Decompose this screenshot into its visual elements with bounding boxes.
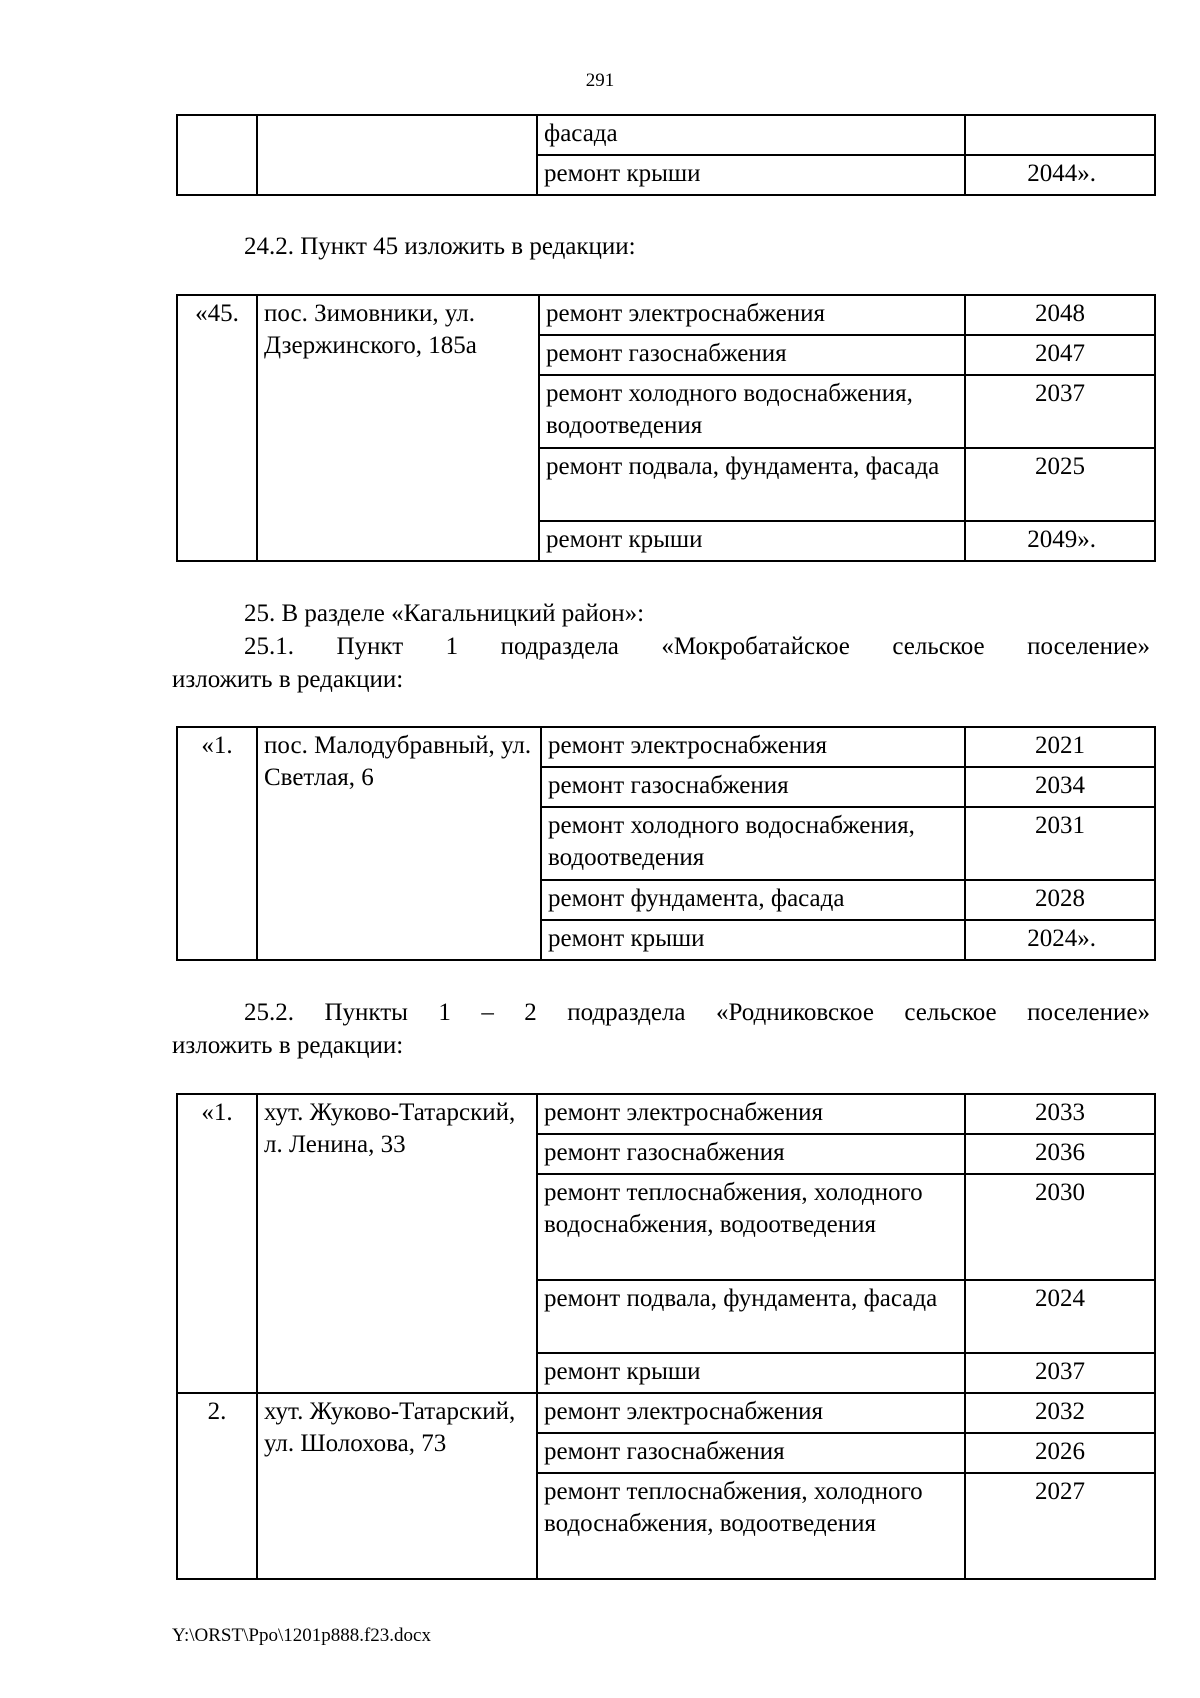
year-cell: 2027 (965, 1473, 1155, 1579)
year-cell: 2037 (965, 375, 1155, 448)
table-row (177, 115, 1155, 155)
work-cell: ремонт газоснабжения (537, 1134, 965, 1174)
table-row (177, 1094, 1155, 1134)
address-cell: пос. Малодубравный, ул. Светлая, 6 (257, 727, 541, 960)
year-cell: 2026 (965, 1433, 1155, 1473)
number-cell (177, 115, 257, 195)
year-cell: 2025 (965, 448, 1155, 521)
address-cell: хут. Жуково-Татарский, л. Ленина, 33 (257, 1094, 537, 1393)
address-cell: пос. Зимовники, ул. Дзержинского, 185а (257, 295, 539, 561)
work-cell: ремонт электроснабжения (539, 295, 965, 335)
year-cell (965, 115, 1155, 155)
year-cell: 2044». (965, 155, 1155, 195)
year-cell: 2031 (965, 807, 1155, 880)
paragraph-25-2-line2: изложить в редакции: (172, 1032, 404, 1059)
work-cell: ремонт газоснабжения (537, 1433, 965, 1473)
table-row (177, 1393, 1155, 1433)
year-cell: 2024». (965, 920, 1155, 960)
number-cell: «1. (177, 727, 257, 960)
table-row (177, 295, 1155, 335)
work-cell: ремонт газоснабжения (539, 335, 965, 375)
year-cell: 2048 (965, 295, 1155, 335)
paragraph-25-2 (172, 996, 1150, 1062)
paragraph-25: 25. В разделе «Кагальницкий район»: 25.1. Пункт 1 подраздела «Мокробатайское сельское поселение» изложить в редакции: (172, 600, 1150, 693)
paragraph-25-2-line1: 25.2. Пункты 1 – 2 подраздела «Родниковское сельское поселение» (244, 999, 1150, 1026)
year-cell: 2032 (965, 1393, 1155, 1433)
year-cell: 2036 (965, 1134, 1155, 1174)
work-cell: ремонт фундамента, фасада (541, 880, 965, 920)
year-cell: 2024 (965, 1280, 1155, 1353)
continuation-table (176, 114, 1156, 196)
work-cell: ремонт теплоснабжения, холодного водоснабжения, водоотведения (537, 1473, 965, 1579)
work-cell: фасада (537, 115, 965, 155)
number-cell: «45. (177, 295, 257, 561)
work-cell: ремонт крыши (539, 521, 965, 561)
work-cell: ремонт крыши (537, 1353, 965, 1393)
work-cell: ремонт электроснабжения (541, 727, 965, 767)
table-row (177, 727, 1155, 767)
paragraph-25-1-line2: изложить в редакции: (172, 666, 404, 693)
year-cell: 2021 (965, 727, 1155, 767)
work-cell: ремонт подвала, фундамента, фасада (539, 448, 965, 521)
work-cell: ремонт подвала, фундамента, фасада (537, 1280, 965, 1353)
paragraph-25-1-line1: 25.1. Пункт 1 подраздела «Мокробатайское сельское поселение» (244, 633, 1150, 660)
work-cell: ремонт электроснабжения (537, 1393, 965, 1433)
year-cell: 2030 (965, 1174, 1155, 1280)
year-cell: 2028 (965, 880, 1155, 920)
work-cell: ремонт крыши (541, 920, 965, 960)
work-cell: ремонт теплоснабжения, холодного водоснабжения, водоотведения (537, 1174, 965, 1280)
page-number: 291 (585, 70, 615, 91)
year-cell: 2049». (965, 521, 1155, 561)
year-cell: 2034 (965, 767, 1155, 807)
year-cell: 2033 (965, 1094, 1155, 1134)
work-cell: ремонт холодного водоснабжения, водоотведения (541, 807, 965, 880)
year-cell: 2037 (965, 1353, 1155, 1393)
item-1-mokrobatayskoe-table (176, 726, 1156, 961)
item-45-table (176, 294, 1156, 562)
address-cell (257, 115, 537, 195)
work-cell: ремонт газоснабжения (541, 767, 965, 807)
work-cell: ремонт крыши (537, 155, 965, 195)
paragraph-24-2: 24.2. Пункт 45 изложить в редакции: (244, 233, 636, 260)
work-cell: ремонт холодного водоснабжения, водоотведения (539, 375, 965, 448)
number-cell: 2. (177, 1393, 257, 1579)
work-cell: ремонт электроснабжения (537, 1094, 965, 1134)
address-cell: хут. Жуково-Татарский, ул. Шолохова, 73 (257, 1393, 537, 1579)
footer-file-path: Y:\ORST\Ppo\1201p888.f23.docx (172, 1625, 431, 1646)
items-1-2-rodnikovskoe-table (176, 1093, 1156, 1580)
number-cell: «1. (177, 1094, 257, 1393)
year-cell: 2047 (965, 335, 1155, 375)
